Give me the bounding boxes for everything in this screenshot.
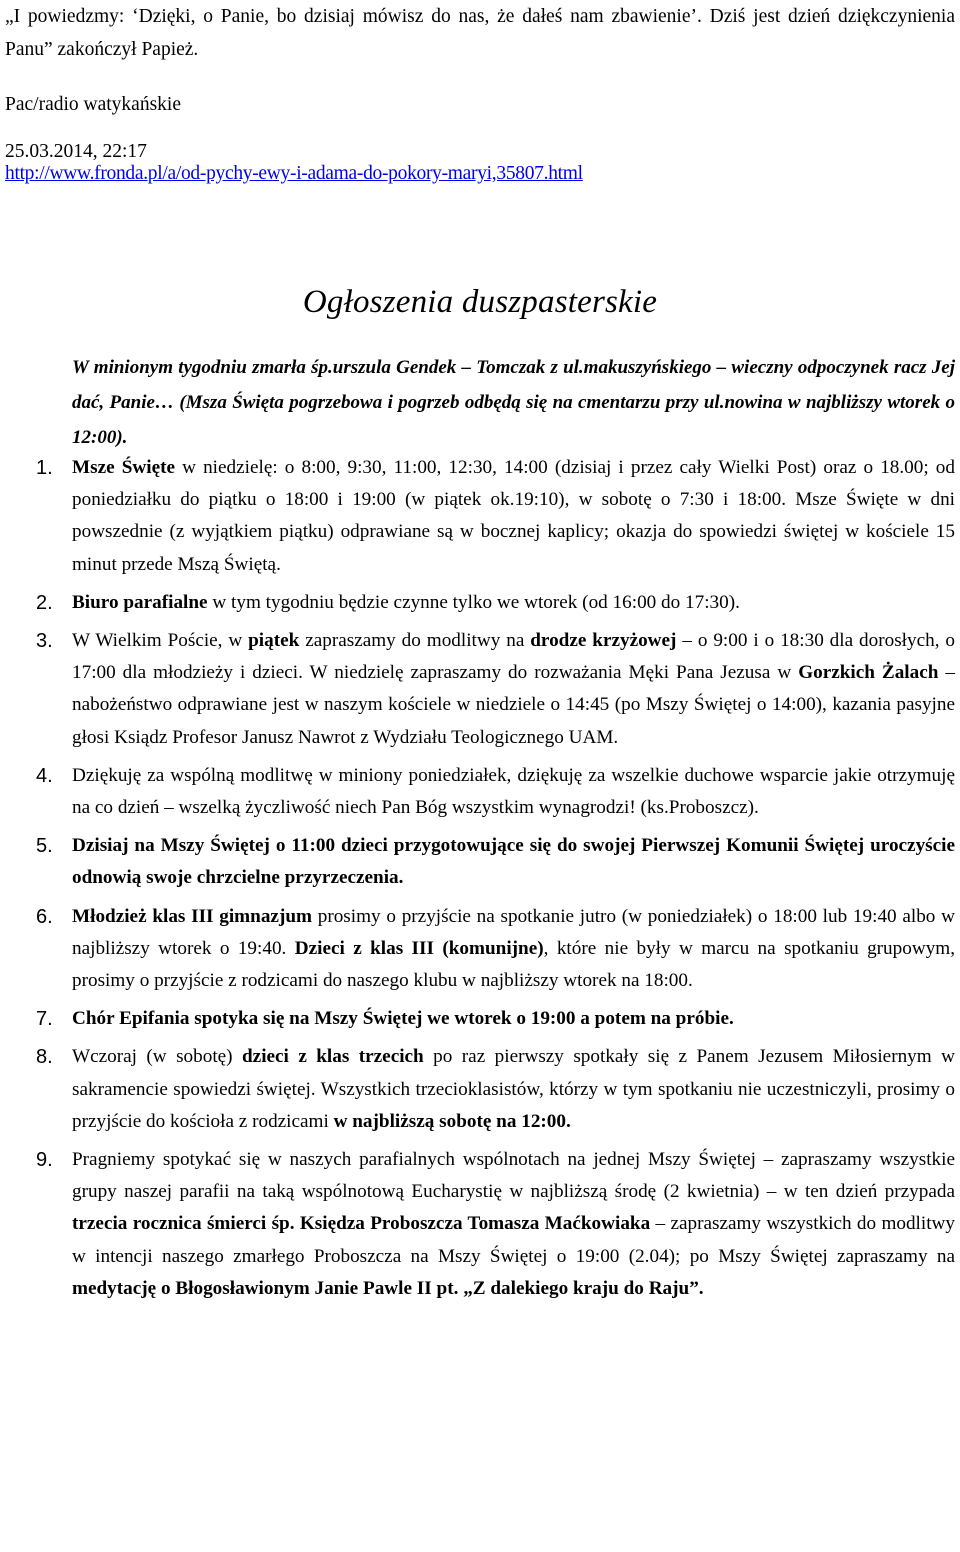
text-fragment: W Wielkim Poście, w: [72, 630, 249, 652]
item-text: [72, 625, 955, 754]
text-fragment: w tym tygodniu będzie czynne tylko we wtorek (od 16:00 do 17:30).: [207, 591, 740, 613]
item-number: 2.: [36, 591, 53, 614]
text-fragment: zapraszamy do modlitwy na: [299, 630, 531, 652]
announcement-item: [0, 452, 955, 581]
announcement-item: [0, 587, 955, 619]
text-fragment: – zapraszamy wszystkich do modlitwy w intencji naszego zmarłego Proboszcza na Mszy Świętej o 19:00 (2.04); po Mszy Świętej zapraszamy na: [72, 1213, 956, 1267]
date-label: 25.03.2014, 22:17: [5, 141, 147, 162]
item-number: 4.: [36, 764, 53, 787]
document-header: [5, 0, 955, 185]
announcement-item: [0, 830, 955, 894]
item-text: [72, 587, 955, 619]
item-number: 1.: [36, 457, 53, 479]
intro-paragraph: W minionym tygodniu zmarła śp.urszula Gendek – Tomczak z ul.makuszyńskiego – wieczny odpoczynek racz Jej dać, Panie… (Msza Święta pogrzebowa i pogrzeb odbędą się na cmentarzu przy ul.nowina w najbliższy wtorek o 12:00).: [72, 357, 955, 448]
bold-fragment: Dzisiaj na Mszy Świętej o 11:00 dzieci przygotowujące się do swojej Pierwszej Komunii Świętej uroczyście odnowią swoje chrzcielne przyrzeczenia.: [72, 835, 955, 889]
bold-fragment: Młodzież klas III gimnazjum: [72, 905, 312, 927]
item-text: [72, 1003, 955, 1035]
text-fragment: Pragniemy spotykać się w naszych parafialnych wspólnotach na jednej Mszy Świętej – zapraszamy wszystkie grupy naszej parafii na taką wspólnotową Eucharystię w najbliższą środę (2 kwietnia) – w ten dzień przypada: [72, 1149, 955, 1203]
announcement-item: [0, 625, 955, 754]
text-fragment: po raz pierwszy spotkały się z Panem Jezusem Miłosiernym w sakramencie spowiedzi świętej. Wszystkich trzecioklasistów, którzy w tym spotkaniu nie uczestniczyli, prosimy o przyjście do kościoła z rodzicami: [72, 1046, 955, 1132]
quote-paragraph: „I powiedzmy: ‘Dzięki, o Panie, bo dzisiaj mówisz do nas, że dałeś nam zbawienie’. Dziś jest dzień dziękczynienia Panu” zakończył Papież.: [5, 6, 955, 60]
announcement-item: [0, 1144, 955, 1305]
announcement-list: [0, 452, 955, 1311]
text-fragment: Dziękuję za wspólną modlitwę w miniony poniedziałek, dziękuję za wszelkie duchowe wsparcie jakie otrzymuję na co dzień – wszelką życzliwość niech Pan Bóg wszystkim wynagrodzi! (ks.Proboszcz).: [72, 764, 955, 819]
item-number: 7.: [36, 1008, 53, 1031]
page-title: Ogłoszenia duszpasterskie: [302, 284, 658, 320]
item-text: [72, 901, 955, 998]
bold-fragment: Dzieci z klas III (komunijne): [294, 937, 544, 959]
item-number: 5.: [36, 835, 53, 858]
announcement-item: [0, 1003, 955, 1035]
item-number: 3.: [36, 630, 53, 653]
bold-fragment: Msze Święte: [72, 457, 176, 478]
bold-fragment: trzecia rocznica śmierci śp. Księdza Proboszcza Tomasza Maćkowiaka: [72, 1213, 651, 1235]
text-fragment: w niedzielę: o 8:00, 9:30, 11:00, 12:30, 14:00 (dzisiaj i przez cały Wielki Post) oraz o 18.00; od poniedziałku do piątku o 18:00 i 19:00 (w piątek ok.19:10), w sobotę o 7:30 i 18:00. Msze Święte w dni powszednie (z wyjątkiem piątku) odprawiane są w bocznej kaplicy; okazja do spowiedzi świętej w kościele 15 minut przede Mszą Świętą.: [72, 457, 955, 575]
item-text: [72, 1041, 955, 1138]
bold-fragment: Gorzkich Żalach: [798, 662, 939, 684]
source-link[interactable]: http://www.fronda.pl/a/od-pychy-ewy-i-adama-do-pokory-maryi,35807.html: [5, 163, 583, 184]
text-fragment: prosimy o przyjście na spotkanie jutro (w poniedziałek) o 18:00 lub 19:40 albo w najbliższy wtorek o 19:40.: [72, 905, 955, 959]
item-text: [72, 1144, 955, 1305]
text-fragment: – nabożeństwo odprawiane jest w naszym kościele w niedziele o 14:45 (po Mszy Świętej o 14:00), kazania pasyjne głosi Ksiądz Profesor Janusz Nawrot z Wydziału Teologicznego UAM.: [72, 662, 955, 748]
text-fragment: Wczoraj (w sobotę): [72, 1046, 242, 1068]
announcement-item: [0, 1041, 955, 1138]
item-text: [72, 830, 955, 894]
item-text: [72, 452, 955, 581]
bold-fragment: medytację o Błogosławionym Janie Pawle II pt. „Z dalekiego kraju do Raju”.: [72, 1277, 704, 1299]
bold-fragment: drodze krzyżowej: [530, 630, 677, 652]
text-fragment: , które nie były w marcu na spotkaniu grupowym, prosimy o przyjście z rodzicami do naszego klubu w najbliższy wtorek na 18:00.: [72, 937, 956, 992]
announcement-item: [0, 901, 955, 998]
source-label: Pac/radio watykańskie: [5, 94, 181, 115]
bold-fragment: w najbliższą sobotę na 12:00.: [333, 1110, 571, 1132]
item-number: 8.: [36, 1046, 53, 1069]
item-text: [72, 760, 955, 824]
item-number: 6.: [36, 905, 53, 928]
announcement-item: [0, 760, 955, 824]
bold-fragment: Chór Epifania spotyka się na Mszy Świętej we wtorek o 19:00 a potem na próbie.: [72, 1008, 734, 1030]
bold-fragment: piątek: [248, 630, 300, 652]
text-fragment: – o 9:00 i o 18:30 dla dorosłych, o 17:00 dla młodzieży i dzieci. W niedzielę zapraszamy do rozważania Męki Pana Jezusa w: [72, 630, 955, 684]
item-number: 9.: [36, 1149, 53, 1172]
bold-fragment: Biuro parafialne: [72, 591, 208, 613]
bold-fragment: dzieci z klas trzecich: [242, 1046, 424, 1068]
